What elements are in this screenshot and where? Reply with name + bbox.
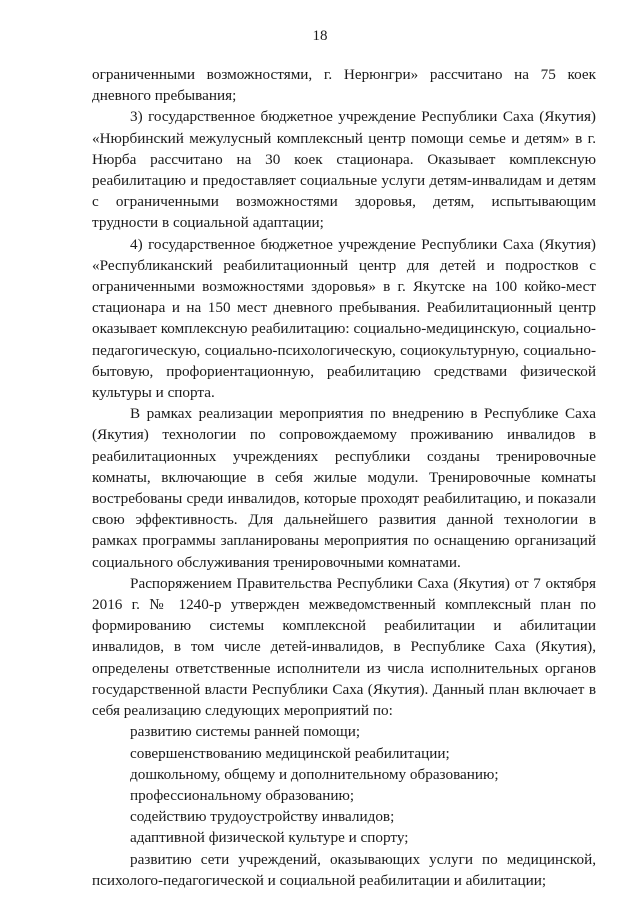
list-item: адаптивной физической культуре и спорту;	[130, 829, 409, 847]
list-item: совершенствованию медицинской реабилитации;	[130, 744, 450, 762]
list-item: профессиональному образованию;	[130, 786, 355, 804]
paragraph-item-4: 4) государственное бюджетное учреждение Республики Саха (Якутия) «Республиканский реабилитационный центр для детей и подростков с ограниченными возможностями здоровья» в г. Якутске на 100 койко-мест стационара и на 150 мест дневного пребывания. Реабилитационный центр оказывает комплексную реабилитацию: социально-медицинскую, социально-педагогическую, социально-психологическую, социокультурную, социально-бытовую, профориентационную, реабилитацию средствами физической культуры и спорта.	[92, 235, 596, 402]
list-item-long: развитию сети учреждений, оказывающих услуги по медицинской, психолого-педагогической и социальной реабилитации и абилитации;	[92, 850, 596, 889]
document-body	[92, 64, 596, 891]
list-item: дошкольному, общему и дополнительному образованию;	[130, 765, 499, 783]
paragraph-continuation: ограниченными возможностями, г. Нерюнгри» рассчитано на 75 коек дневного пребывания;	[92, 66, 596, 105]
paragraph-training-rooms: В рамках реализации мероприятия по внедрению в Республике Саха (Якутия) технологии по сопровождаемому проживанию инвалидов в реабилитационных учреждениях республики созданы тренировочные комнаты, включающие в себя жилые модули. Тренировочные комнаты востребованы среди инвалидов, которые проходят реабилитацию, и показали свою эффективность. Для дальнейшего развития данной технологии в рамках программы запланированы мероприятия по оснащению организаций социального обслуживания тренировочными комнатами.	[92, 405, 596, 571]
paragraph-item-3: 3) государственное бюджетное учреждение Республики Саха (Якутия) «Нюрбинский межулусный комплексный центр помощи семье и детям» в г. Нюрба рассчитано на 30 коек стационара. Оказывает комплексную реабилитацию и предоставляет социальные услуги детям-инвалидам и детям с ограниченными возможностями здоровья, детям, испытывающим трудности в социальной адаптации;	[92, 108, 596, 232]
paragraph-government-order: Распоряжением Правительства Республики Саха (Якутия) от 7 октября 2016 г. № 1240-р утвержден межведомственный комплексный план по формированию системы комплексной реабилитации и абилитации инвалидов, в том числе детей-инвалидов, в Республике Саха (Якутия), определены ответственные исполнители из числа исполнительных органов государственной власти Республики Саха (Якутия). Данный план включает в себя реализацию следующих мероприятий по:	[92, 574, 596, 720]
list-item: содействию трудоустройству инвалидов;	[130, 808, 395, 826]
page-number: 18	[312, 28, 328, 44]
list-item: развитию системы ранней помощи;	[130, 723, 361, 741]
